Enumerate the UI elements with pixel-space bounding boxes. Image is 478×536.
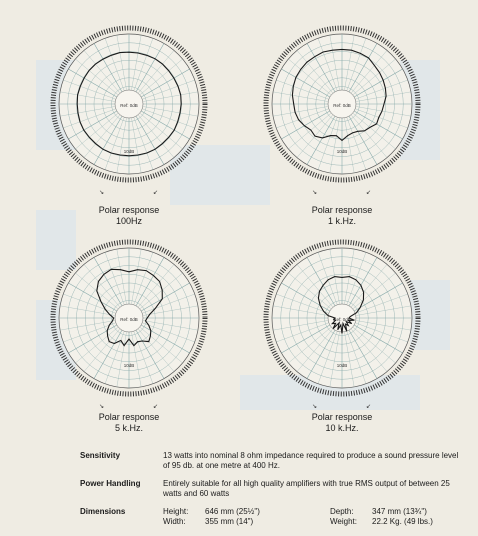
width-key: Width:	[163, 517, 186, 526]
center-label: Ref: 0dB	[333, 103, 351, 108]
arrow-mark: ↘	[312, 404, 318, 410]
db-label: 10dB	[336, 149, 348, 154]
caption-10khz	[272, 412, 412, 434]
polar-plot	[49, 16, 209, 198]
caption-title: Polar response	[98, 205, 160, 215]
polar-plot	[262, 230, 422, 412]
arrow-mark: ↘	[99, 190, 105, 196]
polar-chart-10khz	[262, 230, 422, 412]
polar-chart-5khz	[49, 230, 209, 412]
dimensions-left	[163, 507, 260, 527]
height-key: Height:	[163, 507, 189, 516]
weight-key: Weight:	[330, 517, 357, 526]
polar-chart-100hz	[49, 16, 209, 198]
caption-title: Polar response	[98, 412, 160, 422]
arrow-mark: ↙	[366, 190, 372, 196]
polar-plot	[49, 230, 209, 412]
spec-label: Dimensions	[80, 507, 126, 516]
spec-value: 13 watts into nominal 8 ohm impedance required to produce a sound pressure level of 95 db. at one metre at 400 Hz.	[163, 451, 459, 470]
width-value: 355 mm (14")	[205, 517, 254, 526]
caption-frequency: 5 k.Hz.	[114, 423, 143, 433]
db-label: 10dB	[123, 363, 135, 368]
caption-100hz	[59, 205, 199, 227]
depth-key: Depth:	[330, 507, 354, 516]
spec-label: Power Handling	[80, 479, 141, 488]
arrow-mark: ↘	[312, 190, 318, 196]
polar-chart-1khz	[262, 16, 422, 198]
arrow-mark: ↙	[366, 404, 372, 410]
center-label: Ref: 0dB	[120, 317, 138, 322]
caption-frequency: 1 k.Hz.	[327, 216, 356, 226]
arrow-mark: ↙	[153, 404, 159, 410]
caption-title: Polar response	[311, 205, 373, 215]
caption-1khz	[272, 205, 412, 227]
center-label: Ref: 0dB	[333, 317, 351, 322]
caption-frequency: 10 k.Hz.	[325, 423, 359, 433]
height-value: 646 mm (25½")	[205, 507, 260, 516]
depth-value: 347 mm (13¾")	[372, 507, 427, 516]
spec-value: Entirely suitable for all high quality amplifiers with true RMS output of between 25 watts and 60 watts	[163, 479, 450, 498]
db-label: 10dB	[123, 149, 135, 154]
polar-plot	[262, 16, 422, 198]
center-label: Ref: 0dB	[120, 103, 138, 108]
spec-label: Sensitivity	[80, 451, 121, 460]
weight-value: 22.2 Kg. (49 lbs.)	[372, 517, 433, 526]
caption-frequency: 100Hz	[115, 216, 142, 226]
arrow-mark: ↘	[99, 404, 105, 410]
caption-title: Polar response	[311, 412, 373, 422]
dimensions-right	[330, 507, 433, 527]
db-label: 10dB	[336, 363, 348, 368]
caption-5khz	[59, 412, 199, 434]
arrow-mark: ↙	[153, 190, 159, 196]
